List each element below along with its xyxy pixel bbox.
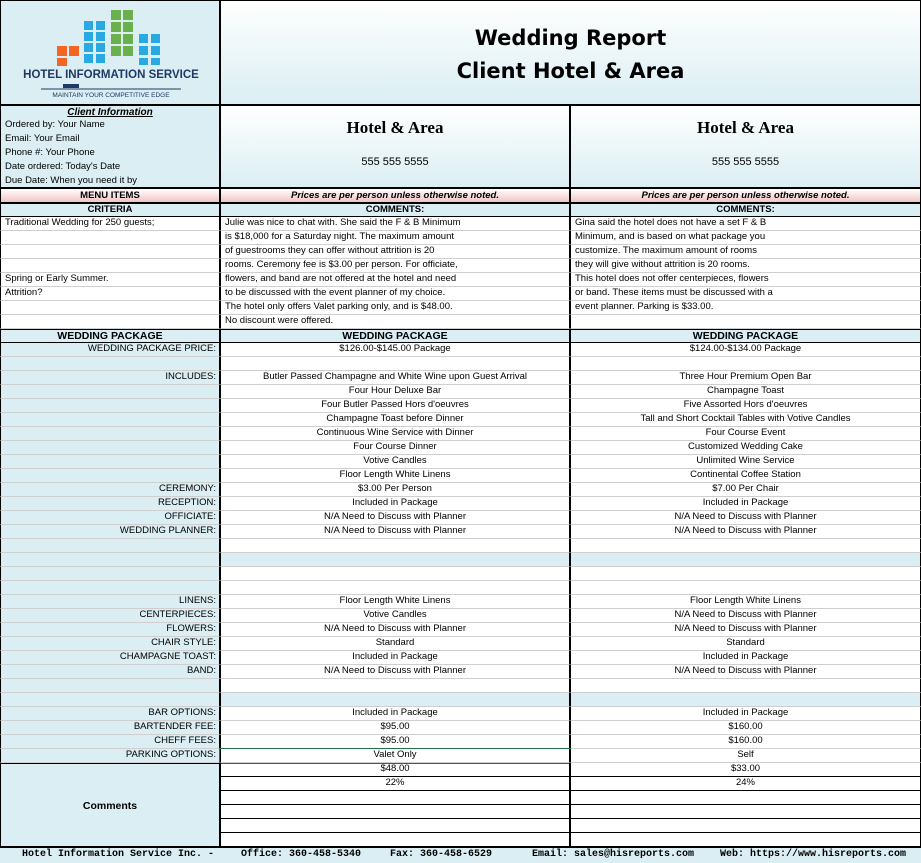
hotel-2-comment-line: This hotel does not offer centerpieces, flowers xyxy=(570,273,921,287)
package-row-hotel-2-value: $160.00 xyxy=(570,735,921,749)
package-row-label xyxy=(0,385,220,399)
package-row-label: OFFICIATE: xyxy=(0,511,220,525)
hotel-1-comment-line: No discount were offered. xyxy=(220,315,570,329)
report-subtitle: Client Hotel & Area xyxy=(456,59,685,83)
package-row-hotel-2-value: $124.00-$134.00 Package xyxy=(570,343,921,357)
package-row-hotel-2-value: Self xyxy=(570,749,921,763)
hotel-2-comment-line: Gina said the hotel does not have a set F & B xyxy=(570,217,921,231)
package-row-label xyxy=(0,427,220,441)
comment-line-hotel-1 xyxy=(220,819,570,833)
package-row-hotel-2-value: Champagne Toast xyxy=(570,385,921,399)
package-row-label: BARTENDER FEE: xyxy=(0,721,220,735)
package-row-hotel-1-value: $3.00 Per Person xyxy=(220,483,570,497)
package-row-label xyxy=(0,679,220,693)
hotel-2-header xyxy=(570,105,921,188)
package-row-label: CHEFF FEES: xyxy=(0,735,220,749)
hotel-1-comment-line: flowers, and band are not offered at the hotel and need xyxy=(220,273,570,287)
package-row-hotel-1-value: $95.00 xyxy=(220,721,570,735)
package-row-hotel-2-value: 24% xyxy=(570,777,921,791)
package-row-hotel-2-value: Standard xyxy=(570,637,921,651)
footer xyxy=(0,847,921,863)
client-email: Email: Your Email xyxy=(5,133,80,144)
package-row-hotel-1-value: N/A Need to Discuss with Planner xyxy=(220,511,570,525)
hotel-2-comment-line: they will give without attrition is 20 rooms. xyxy=(570,259,921,273)
client-info-panel xyxy=(0,105,220,188)
hotel-1-comment-line: rooms. Ceremony fee is $3.00 per person. For officiate, xyxy=(220,259,570,273)
due-date: Due Date: When you need it by xyxy=(5,175,138,186)
package-row-hotel-1-value: N/A Need to Discuss with Planner xyxy=(220,525,570,539)
package-row-hotel-2-value: Unlimited Wine Service xyxy=(570,455,921,469)
package-row-label: WEDDING PLANNER: xyxy=(0,525,220,539)
package-row-hotel-2-value xyxy=(570,679,921,693)
package-row-label: INCLUDES: xyxy=(0,371,220,385)
hotel-2-comment-line xyxy=(570,315,921,329)
package-row-hotel-1-value xyxy=(220,679,570,693)
logo-tagline: MAINTAIN YOUR COMPETITIVE EDGE xyxy=(52,92,170,99)
package-row-hotel-1-value: Valet Only xyxy=(220,749,570,763)
package-row-label: WEDDING PACKAGE PRICE: xyxy=(0,343,220,357)
package-row-hotel-1-value: $126.00-$145.00 Package xyxy=(220,343,570,357)
criteria-line xyxy=(0,301,220,315)
package-row-hotel-1-value: Included in Package xyxy=(220,707,570,721)
hotel-2-comment-line: Minimum, and is based on what package you xyxy=(570,231,921,245)
footer-fax: Fax: 360-458-6529 xyxy=(390,849,493,860)
package-row-hotel-1-value: Four Hour Deluxe Bar xyxy=(220,385,570,399)
client-phone: Phone #: Your Phone xyxy=(5,147,95,158)
package-row-hotel-2-value: N/A Need to Discuss with Planner xyxy=(570,525,921,539)
package-row-hotel-2-value: N/A Need to Discuss with Planner xyxy=(570,511,921,525)
package-row-hotel-2-value: $33.00 xyxy=(570,763,921,777)
package-row-hotel-1-value: $95.00 xyxy=(220,735,570,749)
package-row-hotel-1-value: Floor Length White Linens xyxy=(220,595,570,609)
hotel-1-name: Hotel & Area xyxy=(346,118,444,137)
package-row-hotel-2-value: Four Course Event xyxy=(570,427,921,441)
comment-line-hotel-1 xyxy=(220,791,570,805)
package-row-hotel-2-value: $160.00 xyxy=(570,721,921,735)
package-row-hotel-1-value xyxy=(220,693,570,707)
hotel-1-comment-line: of guestrooms they can offer without attrition is 20 xyxy=(220,245,570,259)
hotel-1-comment-line: to be discussed with the event planner of my choice. xyxy=(220,287,570,301)
wedding-package-header-2: WEDDING PACKAGE xyxy=(570,329,921,343)
comment-line-hotel-2 xyxy=(570,791,921,805)
package-row-hotel-1-value: Champagne Toast before Dinner xyxy=(220,413,570,427)
package-row-hotel-2-value: N/A Need to Discuss with Planner xyxy=(570,609,921,623)
package-row-hotel-2-value: N/A Need to Discuss with Planner xyxy=(570,665,921,679)
package-row-hotel-1-value: Standard xyxy=(220,637,570,651)
logo-company-name: HOTEL INFORMATION SERVICE xyxy=(23,69,199,81)
package-row-hotel-1-value: Votive Candles xyxy=(220,609,570,623)
package-row-label: LINENS: xyxy=(0,595,220,609)
criteria-line: Spring or Early Summer. xyxy=(0,273,220,287)
hotel-2-comment-line: customize. The maximum amount of rooms xyxy=(570,245,921,259)
comment-line-hotel-2 xyxy=(570,819,921,833)
package-row-hotel-1-value: N/A Need to Discuss with Planner xyxy=(220,623,570,637)
package-row-label xyxy=(0,413,220,427)
report-title-panel xyxy=(220,0,921,105)
package-row-label xyxy=(0,469,220,483)
criteria-line: Traditional Wedding for 250 guests; xyxy=(0,217,220,231)
comment-line-hotel-2 xyxy=(570,805,921,819)
package-row-hotel-1-value: Butler Passed Champagne and White Wine upon Guest Arrival xyxy=(220,371,570,385)
package-row-label xyxy=(0,553,220,567)
wedding-package-header-label: WEDDING PACKAGE xyxy=(0,329,220,343)
package-row-hotel-1-value: Four Course Dinner xyxy=(220,441,570,455)
package-row-hotel-2-value xyxy=(570,539,921,553)
package-row-label xyxy=(0,399,220,413)
criteria-line xyxy=(0,231,220,245)
date-ordered: Date ordered: Today's Date xyxy=(5,161,121,172)
package-row-hotel-1-value: Votive Candles xyxy=(220,455,570,469)
package-row-label xyxy=(0,567,220,581)
package-row-label xyxy=(0,581,220,595)
comments-section-label: Comments xyxy=(0,763,220,847)
package-row-hotel-2-value: Tall and Short Cocktail Tables with Votive Candles xyxy=(570,413,921,427)
package-row-hotel-2-value: $7.00 Per Chair xyxy=(570,483,921,497)
package-row-hotel-2-value: Included in Package xyxy=(570,497,921,511)
package-row-label xyxy=(0,693,220,707)
menu-items-header: MENU ITEMS xyxy=(0,188,220,203)
package-row-hotel-1-value xyxy=(220,357,570,371)
package-row-hotel-1-value: Included in Package xyxy=(220,651,570,665)
hotel-2-name: Hotel & Area xyxy=(697,118,794,137)
package-row-label: CHAIR STYLE: xyxy=(0,637,220,651)
package-row-label: BAR OPTIONS: xyxy=(0,707,220,721)
hotel-2-comment-line: event planner. Parking is $33.00. xyxy=(570,301,921,315)
package-row-label: BAND: xyxy=(0,665,220,679)
package-row-label xyxy=(0,357,220,371)
comment-line-hotel-1 xyxy=(220,777,570,791)
price-notice-1: Prices are per person unless otherwise noted. xyxy=(220,188,570,203)
report-title: Wedding Report xyxy=(474,26,667,50)
hotel-2-comment-line: or band. These items must be discussed with a xyxy=(570,287,921,301)
hotel-1-comment-line: Julie was nice to chat with. She said the F & B Minimum xyxy=(220,217,570,231)
comment-line-hotel-2 xyxy=(570,833,921,847)
criteria-line xyxy=(0,245,220,259)
package-row-hotel-2-value: Floor Length White Linens xyxy=(570,595,921,609)
package-row-hotel-1-value: $48.00 xyxy=(220,763,570,777)
package-row-label xyxy=(0,441,220,455)
package-row-hotel-1-value: Four Butler Passed Hors d'oeuvres xyxy=(220,399,570,413)
footer-web: Web: https://www.hisreports.com xyxy=(720,849,907,860)
package-row-hotel-1-value: N/A Need to Discuss with Planner xyxy=(220,665,570,679)
package-row-hotel-1-value xyxy=(220,553,570,567)
package-row-label: FLOWERS: xyxy=(0,623,220,637)
package-row-hotel-2-value: Included in Package xyxy=(570,707,921,721)
package-row-label xyxy=(0,539,220,553)
hotel-2-phone: 555 555 5555 xyxy=(711,156,780,168)
footer-email: Email: sales@hisreports.com xyxy=(532,849,695,860)
comment-line-hotel-1 xyxy=(220,805,570,819)
package-row-hotel-1-value: Included in Package xyxy=(220,497,570,511)
hotel-1-comment-line: The hotel only offers Valet parking only, and is $48.00. xyxy=(220,301,570,315)
criteria-line xyxy=(0,315,220,329)
comments-header-1: COMMENTS: xyxy=(220,203,570,217)
package-row-hotel-2-value: Five Assorted Hors d'oeuvres xyxy=(570,399,921,413)
package-row-hotel-1-value: Continuous Wine Service with Dinner xyxy=(220,427,570,441)
package-row-label: CENTERPIECES: xyxy=(0,609,220,623)
comment-line-hotel-1 xyxy=(220,763,570,777)
price-notice-2: Prices are per person unless otherwise noted. xyxy=(570,188,921,203)
comment-line-hotel-2 xyxy=(570,763,921,777)
package-row-hotel-2-value: Three Hour Premium Open Bar xyxy=(570,371,921,385)
package-row-hotel-1-value xyxy=(220,567,570,581)
hotel-1-comment-line: is $18,000 for a Saturday night. The maximum amount xyxy=(220,231,570,245)
package-row-hotel-2-value xyxy=(570,567,921,581)
criteria-header: CRITERIA xyxy=(0,203,220,217)
hotel-1-header xyxy=(220,105,570,188)
package-row-hotel-2-value: Customized Wedding Cake xyxy=(570,441,921,455)
ordered-by: Ordered by: Your Name xyxy=(5,119,105,130)
criteria-line xyxy=(0,259,220,273)
package-row-label: RECEPTION: xyxy=(0,497,220,511)
package-row-hotel-1-value xyxy=(220,581,570,595)
footer-company: Hotel Information Service Inc. - xyxy=(22,849,215,860)
package-row-hotel-2-value: Continental Coffee Station xyxy=(570,469,921,483)
package-row-label: PARKING OPTIONS: xyxy=(0,749,220,763)
package-row-hotel-2-value xyxy=(570,553,921,567)
package-row-hotel-2-value xyxy=(570,581,921,595)
package-row-hotel-2-value xyxy=(570,357,921,371)
wedding-package-header-1: WEDDING PACKAGE xyxy=(220,329,570,343)
package-row-hotel-2-value xyxy=(570,693,921,707)
client-info-heading: Client Information xyxy=(67,107,153,118)
hotel-information-service-logo xyxy=(1,1,221,105)
package-row-label: CEREMONY: xyxy=(0,483,220,497)
package-row-hotel-2-value: Included in Package xyxy=(570,651,921,665)
criteria-line: Attrition? xyxy=(0,287,220,301)
logo-panel xyxy=(0,0,220,105)
package-row-hotel-2-value: N/A Need to Discuss with Planner xyxy=(570,623,921,637)
hotel-1-phone: 555 555 5555 xyxy=(361,156,429,168)
package-row-hotel-1-value xyxy=(220,539,570,553)
comment-line-hotel-1 xyxy=(220,833,570,847)
package-row-hotel-1-value: Floor Length White Linens xyxy=(220,469,570,483)
comments-header-2: COMMENTS: xyxy=(570,203,921,217)
package-row-label: CHAMPAGNE TOAST: xyxy=(0,651,220,665)
comment-line-hotel-2 xyxy=(570,777,921,791)
package-row-label xyxy=(0,455,220,469)
package-row-hotel-1-value: 22% xyxy=(220,777,570,791)
footer-office: Office: 360-458-5340 xyxy=(241,849,362,860)
